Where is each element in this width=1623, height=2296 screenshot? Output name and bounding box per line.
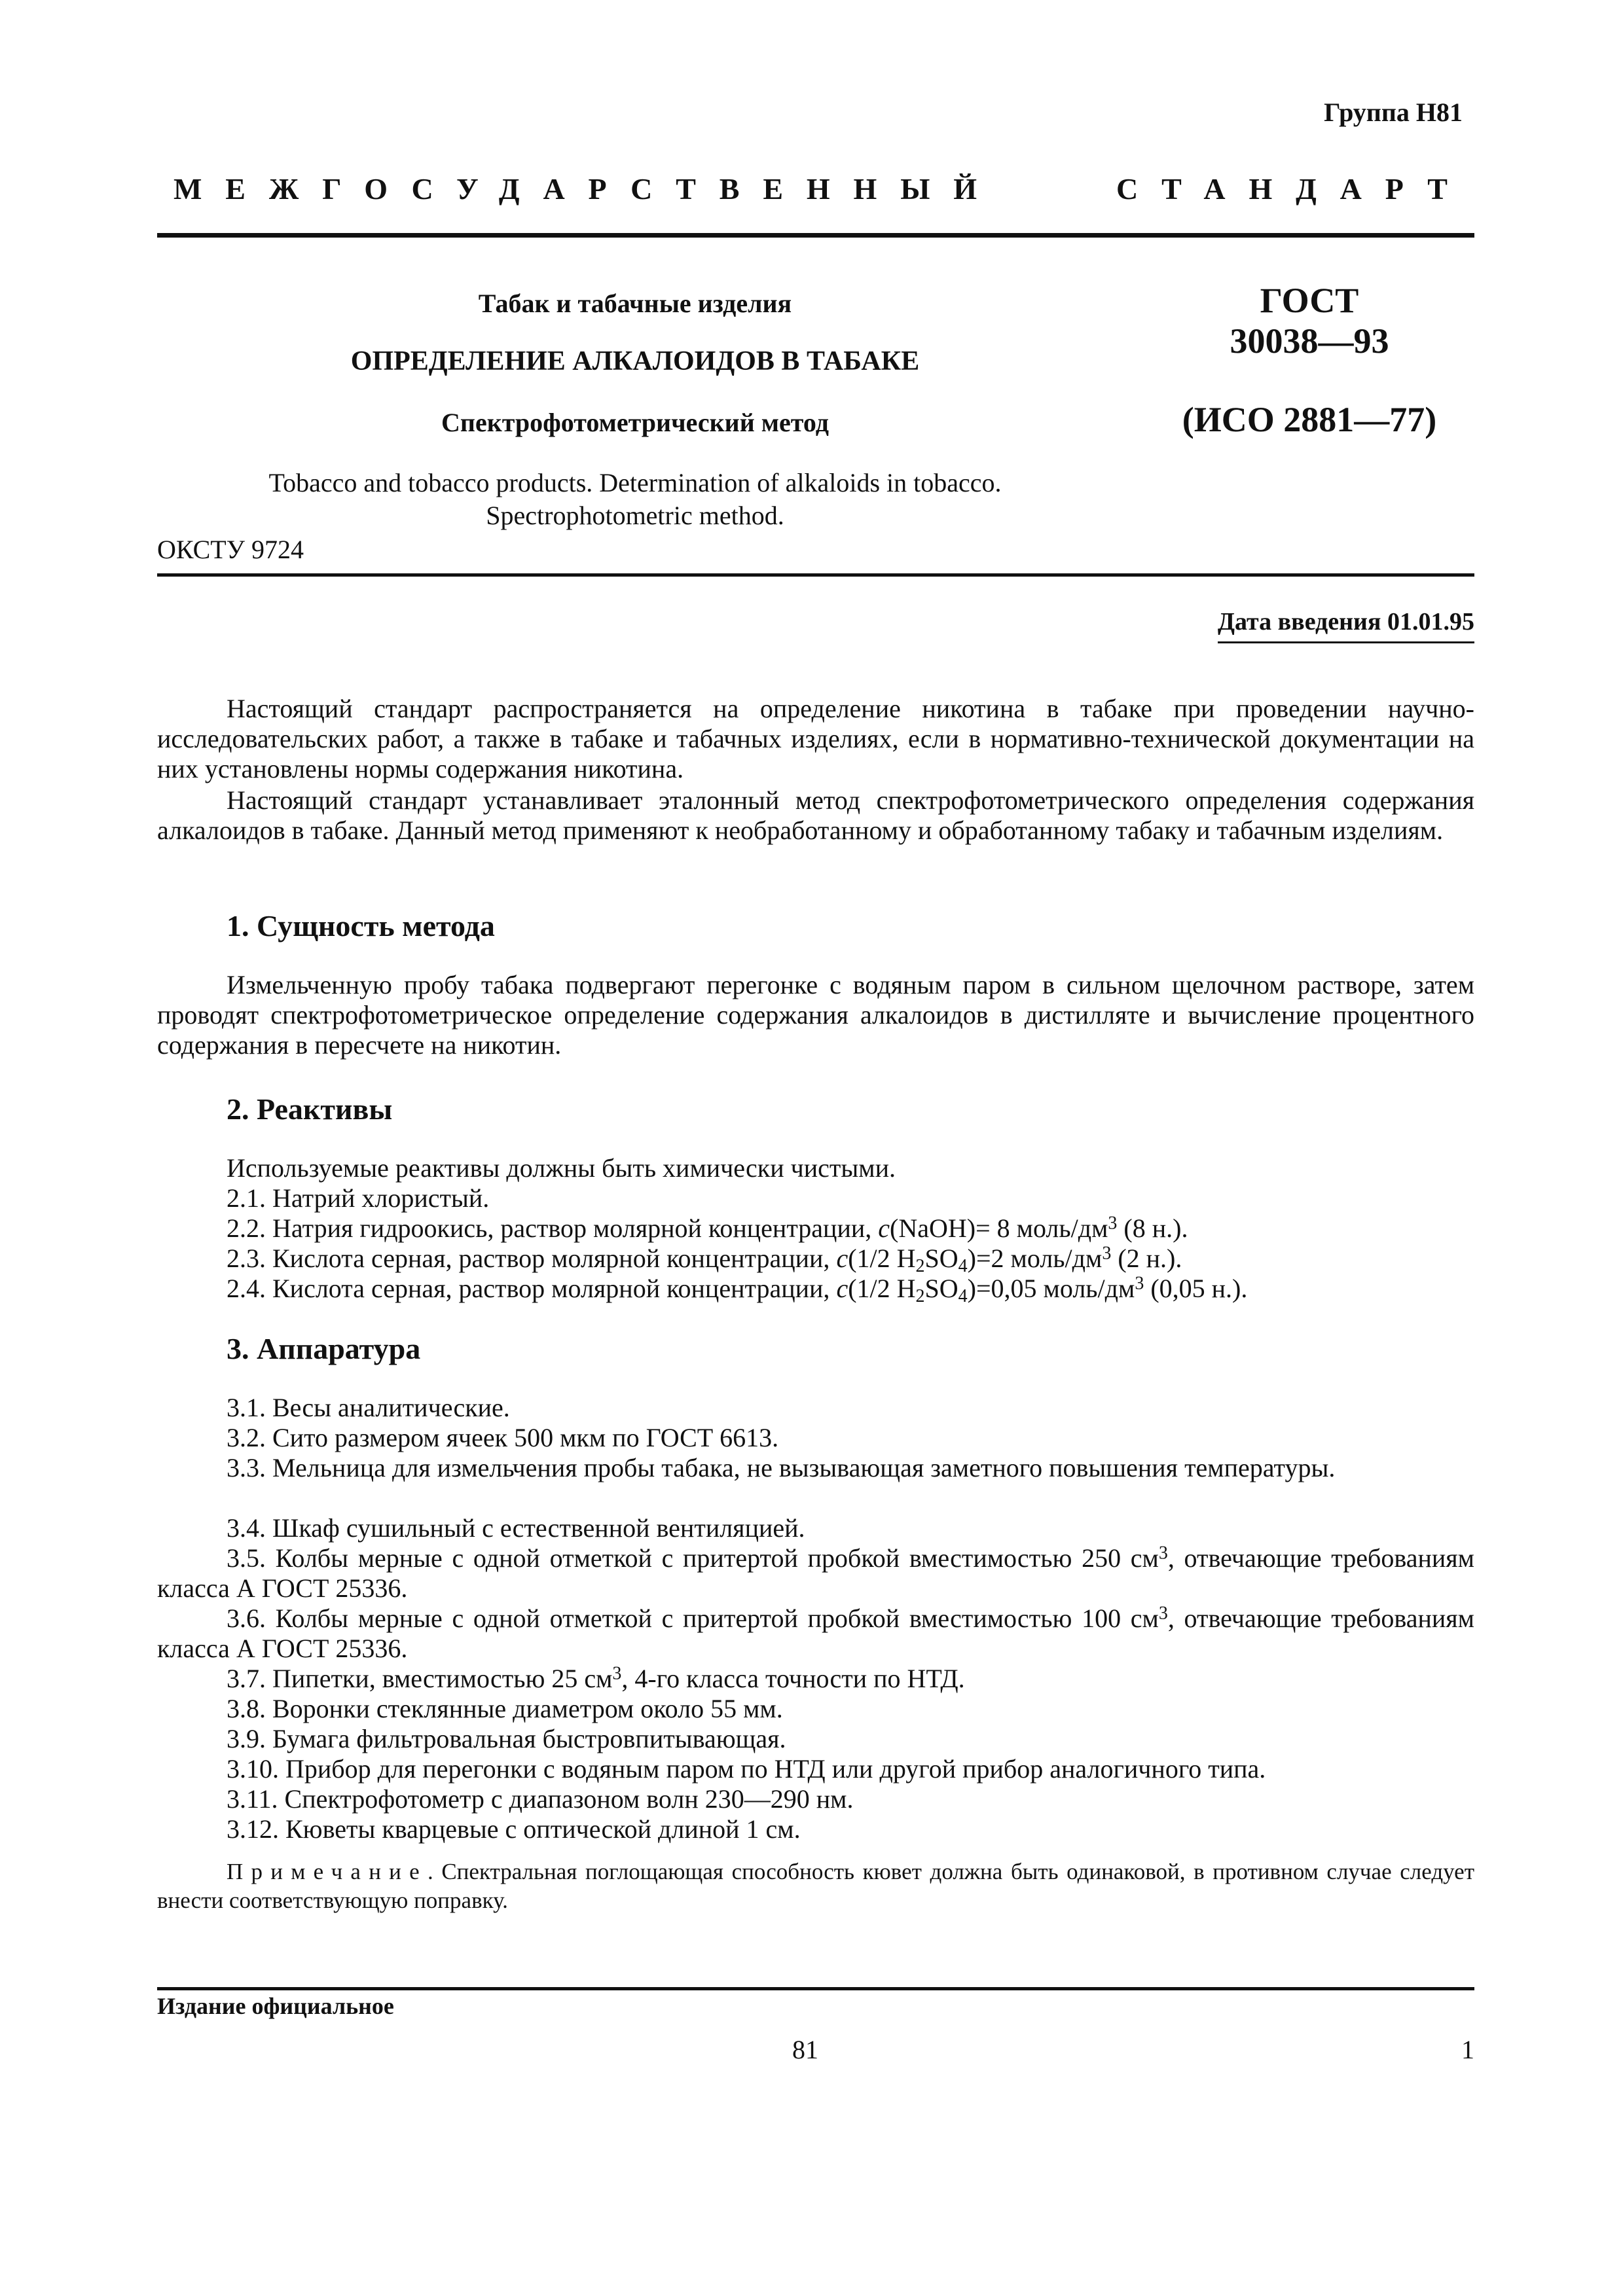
iso-reference: (ИСО 2881—77) xyxy=(1182,400,1437,439)
reagent-2-3-sub1: 2 xyxy=(915,1256,925,1276)
apparatus-3-7-text: 3.7. Пипетки, вместимостью 25 см xyxy=(227,1664,613,1693)
apparatus-3-7 xyxy=(157,1664,1474,1694)
reagent-2-3-sub2: 4 xyxy=(958,1256,968,1276)
reagent-2-2-formula: (NaOH)= 8 моль/дм xyxy=(890,1213,1108,1243)
apparatus-3-5-tail: , отвечающие требованиям класса А ГОСТ 25336. xyxy=(157,1543,1474,1603)
apparatus-3-8: 3.8. Воронки стеклянные диаметром около 55 мм. xyxy=(227,1694,783,1723)
document-title: ОПРЕДЕЛЕНИЕ АЛКАЛОИДОВ В ТАБАКЕ xyxy=(350,346,920,376)
reagent-2-4 xyxy=(157,1274,1474,1304)
page-number-center: 81 xyxy=(792,2035,818,2064)
intro-paragraph-1: Настоящий стандарт распространяется на определение никотина в табаке при проведении научно-исследовательских работ, а также в табаке и табачных изделиях, если в нормативно-технической документации на них установлены нормы содержания никотина. xyxy=(157,694,1474,783)
standard-type-left: МЕЖГОСУДАРСТВЕННЫЙ xyxy=(173,172,1000,206)
section-1-text: Измельченную пробу табака подвергают перегонке с водяным паром в сильном щелочном растворе, затем проводят спектрофотометрическое определение содержания алкалоидов в дистилляте и вычисление процентного содержания в пересчете на никотин. xyxy=(157,970,1474,1060)
apparatus-3-6 xyxy=(157,1604,1474,1664)
reagent-2-4-so: SO xyxy=(924,1274,958,1303)
reagent-2-3-tail: (2 н.). xyxy=(1111,1244,1182,1273)
reagent-2-3-conc: )=2 моль/дм xyxy=(967,1244,1103,1273)
section-3-heading: 3. Аппаратура xyxy=(227,1332,421,1365)
gost-label: ГОСТ xyxy=(1260,281,1359,320)
intro-paragraph-2: Настоящий стандарт устанавливает эталонный метод спектрофотометрического определения содержания алкалоидов в табаке. Данный метод применяют к необработанному и обработанному табаку и табачным изделиям. xyxy=(157,785,1474,845)
reagent-2-4-conc: )=0,05 моль/дм xyxy=(967,1274,1135,1303)
apparatus-3-6-tail: , отвечающие требованиям класса А ГОСТ 25336. xyxy=(157,1604,1474,1663)
reagent-2-3-c: с xyxy=(836,1244,848,1273)
apparatus-3-2: 3.2. Сито размером ячеек 500 мкм по ГОСТ 6613. xyxy=(227,1423,779,1452)
reagent-2-4-sub1: 2 xyxy=(915,1286,925,1306)
apparatus-3-5-text: 3.5. Колбы мерные с одной отметкой с притертой пробкой вместимостью 250 см xyxy=(227,1543,1159,1573)
title-block-rule xyxy=(157,573,1474,577)
english-title-line2: Spectrophotometric method. xyxy=(486,501,784,530)
apparatus-3-5 xyxy=(157,1543,1474,1604)
apparatus-3-4: 3.4. Шкаф сушильный с естественной вентиляцией. xyxy=(227,1513,805,1543)
standard-type-right: СТАНДАРТ xyxy=(1116,172,1471,206)
reagent-2-3-so: SO xyxy=(924,1244,958,1273)
apparatus-3-5-sup: 3 xyxy=(1158,1543,1168,1564)
reagent-2-4-text: 2.4. Кислота серная, раствор молярной концентрации, xyxy=(227,1274,837,1303)
reagent-2-2-tail: (8 н.). xyxy=(1117,1213,1188,1243)
section-2-heading: 2. Реактивы xyxy=(227,1092,393,1126)
reagent-2-4-sub2: 4 xyxy=(958,1286,968,1306)
gost-number: 30038—93 xyxy=(1230,321,1389,361)
apparatus-3-12: 3.12. Кюветы кварцевые с оптической длиной 1 см. xyxy=(227,1814,801,1844)
note-text: . Спектральная поглощающая способность кювет должна быть одинаковой, в противном случае следует внести соответствующую поправку. xyxy=(157,1859,1474,1913)
reagent-2-2-c: с xyxy=(878,1213,890,1243)
apparatus-3-6-text: 3.6. Колбы мерные с одной отметкой с притертой пробкой вместимостью 100 см xyxy=(227,1604,1159,1633)
section-1-heading: 1. Сущность метода xyxy=(227,909,495,942)
reagent-2-3 xyxy=(157,1244,1474,1274)
reagent-2-2-text: 2.2. Натрия гидроокись, раствор молярной концентрации, xyxy=(227,1213,879,1243)
reagent-2-2 xyxy=(157,1213,1474,1244)
english-title-line1: Tobacco and tobacco products. Determination of alkaloids in tobacco. xyxy=(268,468,1002,497)
apparatus-3-9: 3.9. Бумага фильтровальная быстровпитывающая. xyxy=(227,1724,786,1753)
reagent-2-3-formula: (1/2 H xyxy=(848,1244,916,1273)
reagent-2-3-text: 2.3. Кислота серная, раствор молярной концентрации, xyxy=(227,1244,837,1273)
footer-rule xyxy=(157,1987,1474,1990)
reagent-2-4-c: с xyxy=(836,1274,848,1303)
effective-date-label: Дата введения xyxy=(1217,608,1381,636)
reagent-2-4-formula: (1/2 H xyxy=(848,1274,916,1303)
apparatus-3-10: 3.10. Прибор для перегонки с водяным паром по НТД или другой прибор аналогичного типа. xyxy=(227,1754,1266,1784)
apparatus-3-6-sup: 3 xyxy=(1158,1603,1168,1624)
reagent-2-4-tail: (0,05 н.). xyxy=(1144,1274,1248,1303)
reagent-2-1: 2.1. Натрий хлористый. xyxy=(227,1183,490,1213)
note-label: Примечание xyxy=(227,1859,428,1884)
subject-line: Табак и табачные изделия xyxy=(478,289,792,318)
group-code: Группа Н81 xyxy=(1324,98,1463,127)
reagent-2-2-sup: 3 xyxy=(1108,1213,1118,1234)
reagent-2-4-sup: 3 xyxy=(1135,1273,1144,1294)
method-line: Спектрофотометрический метод xyxy=(441,408,829,437)
header-rule xyxy=(157,233,1474,238)
section-2-intro: Используемые реактивы должны быть химически чистыми. xyxy=(227,1153,896,1183)
official-edition: Издание официальное xyxy=(157,1993,394,2019)
note xyxy=(157,1857,1474,1915)
apparatus-3-7-tail: , 4-го класса точности по НТД. xyxy=(621,1664,965,1693)
apparatus-3-11: 3.11. Спектрофотометр с диапазоном волн 230—290 нм. xyxy=(227,1784,854,1814)
apparatus-3-3: 3.3. Мельница для измельчения пробы табака, не вызывающая заметного повышения температуры. xyxy=(227,1453,1336,1482)
apparatus-3-7-sup: 3 xyxy=(612,1663,622,1684)
effective-date xyxy=(1218,607,1474,643)
apparatus-3-1: 3.1. Весы аналитические. xyxy=(227,1393,510,1422)
reagent-2-3-sup: 3 xyxy=(1102,1243,1112,1264)
page-number-right: 1 xyxy=(1461,2035,1474,2064)
effective-date-value: 01.01.95 xyxy=(1387,608,1474,636)
okstu-code: ОКСТУ 9724 xyxy=(157,535,304,564)
